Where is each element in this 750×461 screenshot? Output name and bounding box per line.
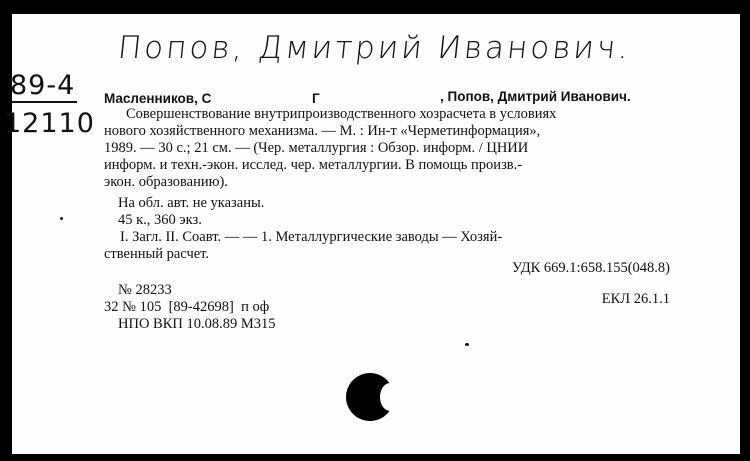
note-price: 45 к., 360 экз. [118, 212, 202, 228]
udk-classification: УДК 669.1:658.155(048.8) [511, 260, 670, 276]
scan-border-bottom [0, 454, 750, 461]
body-line-1: Совершенствование внутрипроизводственного хозрасчета в условиях [126, 106, 557, 122]
npo-line: НПО ВКП 10.08.89 М315 [118, 316, 276, 332]
body-line-3: 1989. — 30 с.; 21 см. — (Чер. металлургия : Обзор. информ. / ЦНИИ [104, 140, 529, 156]
note-authors: На обл. авт. не указаны. [118, 195, 265, 211]
order-line: 32 № 105 [89-42698] п оф [104, 299, 270, 315]
body-line-5: экон. образованию). [104, 174, 228, 190]
handwritten-author-name: Попов, Дмитрий Иванович. [116, 30, 634, 66]
body-line-4: информ. и техн.-экон. исслед. чер. металлургии. В помощь произв.- [104, 157, 523, 173]
ekl-classification: ЕКЛ 26.1.1 [601, 291, 670, 307]
body-line-2: нового хозяйственного механизма. — М. : Ин-т «Черметинформация», [104, 123, 541, 139]
tracing-line-2: ственный расчет. [104, 246, 210, 262]
coauthor-heading: , Попов, Дмитрий Иванович. [440, 89, 631, 104]
speck [465, 343, 469, 346]
card-punch-hole [346, 373, 394, 421]
speck [60, 217, 63, 220]
handwritten-shelf-mark-bottom: 12110 [4, 108, 95, 139]
card-number: № 28233 [118, 282, 172, 298]
handwritten-shelf-mark-top: 89-4 [10, 70, 76, 101]
author-heading: Масленников, С [104, 91, 212, 106]
tracing-line-1: I. Загл. II. Соавт. — — 1. Металлургические заводы — Хозяй- [120, 229, 503, 245]
author-initial: Г [312, 91, 320, 106]
